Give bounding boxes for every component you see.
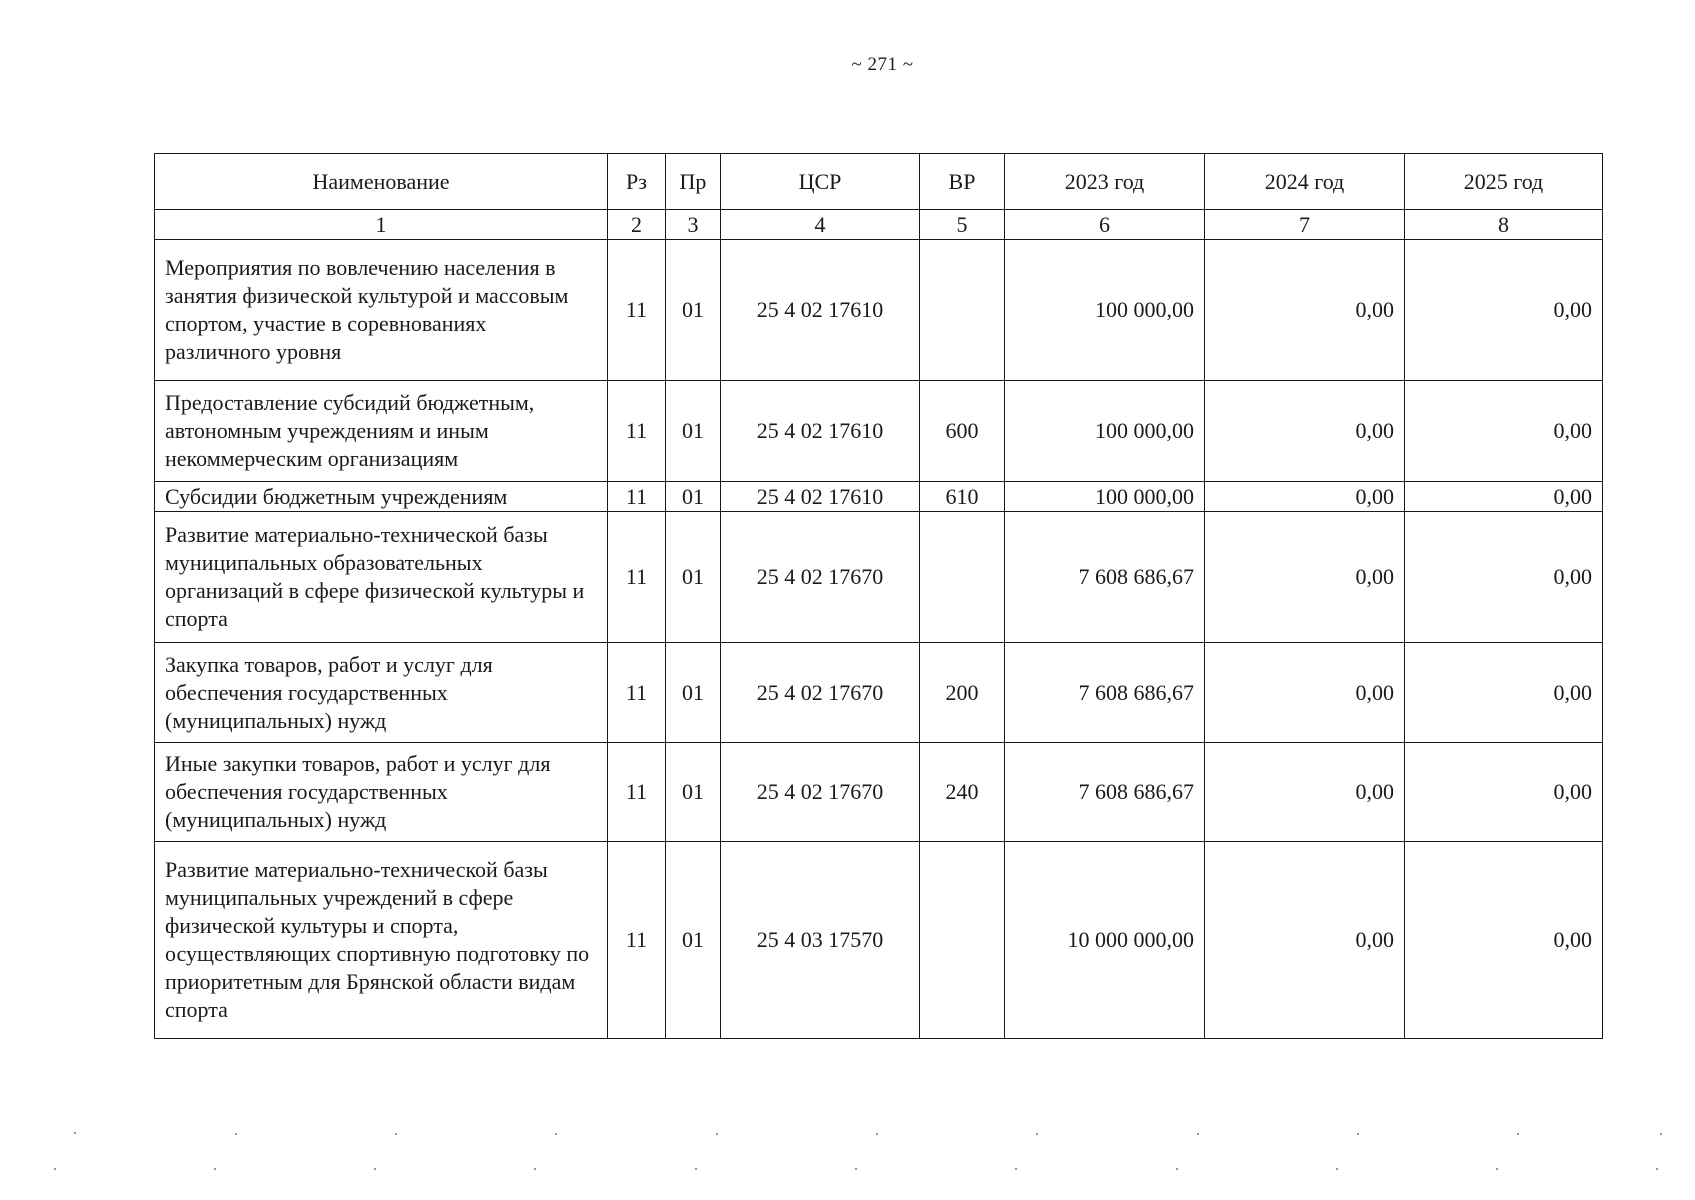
row-name: Развитие материально-технической базы муниципальных образовательных организаций в сфере физической культуры и спорта	[155, 512, 608, 643]
row-amount-2023: 7 608 686,67	[1005, 643, 1205, 743]
row-amount-2023: 7 608 686,67	[1005, 743, 1205, 842]
row-name: Иные закупки товаров, работ и услуг для обеспечения государственных (муниципальных) нужд	[155, 743, 608, 842]
row-vr	[920, 512, 1005, 643]
header-2025: 2025 год	[1405, 154, 1603, 210]
row-vr: 600	[920, 381, 1005, 482]
row-amount-2025: 0,00	[1405, 240, 1603, 381]
scan-speck	[1015, 1168, 1017, 1170]
row-amount-2025: 0,00	[1405, 381, 1603, 482]
table-row	[155, 482, 1603, 512]
row-vr: 240	[920, 743, 1005, 842]
row-vr	[920, 842, 1005, 1039]
row-csr: 25 4 03 17570	[721, 842, 920, 1039]
row-pr: 01	[666, 482, 721, 512]
column-number: 7	[1205, 210, 1405, 240]
row-rz: 11	[608, 743, 666, 842]
row-amount-2025: 0,00	[1405, 842, 1603, 1039]
row-vr: 610	[920, 482, 1005, 512]
scan-speck	[716, 1133, 718, 1135]
row-amount-2023: 10 000 000,00	[1005, 842, 1205, 1039]
scan-speck	[374, 1168, 376, 1170]
scan-speck	[1176, 1168, 1178, 1170]
scan-speck	[1496, 1168, 1498, 1170]
row-amount-2023: 100 000,00	[1005, 482, 1205, 512]
row-amount-2025: 0,00	[1405, 512, 1603, 643]
row-amount-2023: 100 000,00	[1005, 240, 1205, 381]
table-row	[155, 381, 1603, 482]
column-number: 5	[920, 210, 1005, 240]
scan-speck	[235, 1133, 237, 1135]
header-pr: Пр	[666, 154, 721, 210]
table-row	[155, 512, 1603, 643]
scan-speck	[214, 1168, 216, 1170]
scan-speck	[876, 1133, 878, 1135]
row-amount-2025: 0,00	[1405, 743, 1603, 842]
row-pr: 01	[666, 381, 721, 482]
row-amount-2024: 0,00	[1205, 743, 1405, 842]
row-vr	[920, 240, 1005, 381]
header-rz: Рз	[608, 154, 666, 210]
scan-speck	[74, 1132, 76, 1134]
row-pr: 01	[666, 240, 721, 381]
scan-speck	[1036, 1133, 1038, 1135]
row-amount-2023: 100 000,00	[1005, 381, 1205, 482]
column-number-row	[155, 210, 1603, 240]
table-row	[155, 743, 1603, 842]
row-name: Мероприятия по вовлечению населения в занятия физической культурой и массовым спортом, участие в соревнованиях различного уровня	[155, 240, 608, 381]
scan-speck	[695, 1168, 697, 1170]
scan-speck	[54, 1168, 56, 1170]
table-row	[155, 643, 1603, 743]
row-rz: 11	[608, 240, 666, 381]
scan-speck	[395, 1133, 397, 1135]
row-csr: 25 4 02 17610	[721, 482, 920, 512]
column-number: 2	[608, 210, 666, 240]
scan-speck	[1197, 1133, 1199, 1135]
scan-speck	[1660, 1133, 1662, 1135]
row-name: Развитие материально-технической базы муниципальных учреждений в сфере физической культуры и спорта, осуществляющих спортивную подготовку по приоритетным для Брянской области видам спорта	[155, 842, 608, 1039]
row-rz: 11	[608, 512, 666, 643]
row-name: Предоставление субсидий бюджетным, автономным учреждениям и иным некоммерческим организациям	[155, 381, 608, 482]
page-number: ~ 271 ~	[851, 54, 914, 75]
row-amount-2025: 0,00	[1405, 482, 1603, 512]
column-number: 6	[1005, 210, 1205, 240]
row-amount-2024: 0,00	[1205, 240, 1405, 381]
scan-speck	[534, 1168, 536, 1170]
row-amount-2024: 0,00	[1205, 512, 1405, 643]
row-amount-2024: 0,00	[1205, 842, 1405, 1039]
row-rz: 11	[608, 482, 666, 512]
column-number: 3	[666, 210, 721, 240]
header-name: Наименование	[155, 154, 608, 210]
row-rz: 11	[608, 842, 666, 1039]
row-name: Субсидии бюджетным учреждениям	[155, 482, 608, 512]
row-amount-2023: 7 608 686,67	[1005, 512, 1205, 643]
scan-speck	[1517, 1133, 1519, 1135]
row-rz: 11	[608, 381, 666, 482]
header-2024: 2024 год	[1205, 154, 1405, 210]
row-csr: 25 4 02 17670	[721, 643, 920, 743]
row-pr: 01	[666, 643, 721, 743]
row-amount-2025: 0,00	[1405, 643, 1603, 743]
row-amount-2024: 0,00	[1205, 643, 1405, 743]
row-amount-2024: 0,00	[1205, 482, 1405, 512]
row-csr: 25 4 02 17670	[721, 512, 920, 643]
column-number: 1	[155, 210, 608, 240]
column-number: 8	[1405, 210, 1603, 240]
header-csr: ЦСР	[721, 154, 920, 210]
table-row	[155, 240, 1603, 381]
scan-speck	[1656, 1168, 1658, 1170]
scan-speck	[1336, 1168, 1338, 1170]
scan-speck	[1357, 1133, 1359, 1135]
row-name: Закупка товаров, работ и услуг для обеспечения государственных (муниципальных) нужд	[155, 643, 608, 743]
budget-table	[154, 153, 1603, 1039]
scan-speck	[555, 1133, 557, 1135]
scan-speck	[855, 1168, 857, 1170]
row-csr: 25 4 02 17610	[721, 381, 920, 482]
row-pr: 01	[666, 743, 721, 842]
row-rz: 11	[608, 643, 666, 743]
row-pr: 01	[666, 842, 721, 1039]
table-row	[155, 842, 1603, 1039]
header-2023: 2023 год	[1005, 154, 1205, 210]
header-vr: ВР	[920, 154, 1005, 210]
row-pr: 01	[666, 512, 721, 643]
row-csr: 25 4 02 17670	[721, 743, 920, 842]
row-vr: 200	[920, 643, 1005, 743]
row-amount-2024: 0,00	[1205, 381, 1405, 482]
column-number: 4	[721, 210, 920, 240]
row-csr: 25 4 02 17610	[721, 240, 920, 381]
header-row	[155, 154, 1603, 210]
